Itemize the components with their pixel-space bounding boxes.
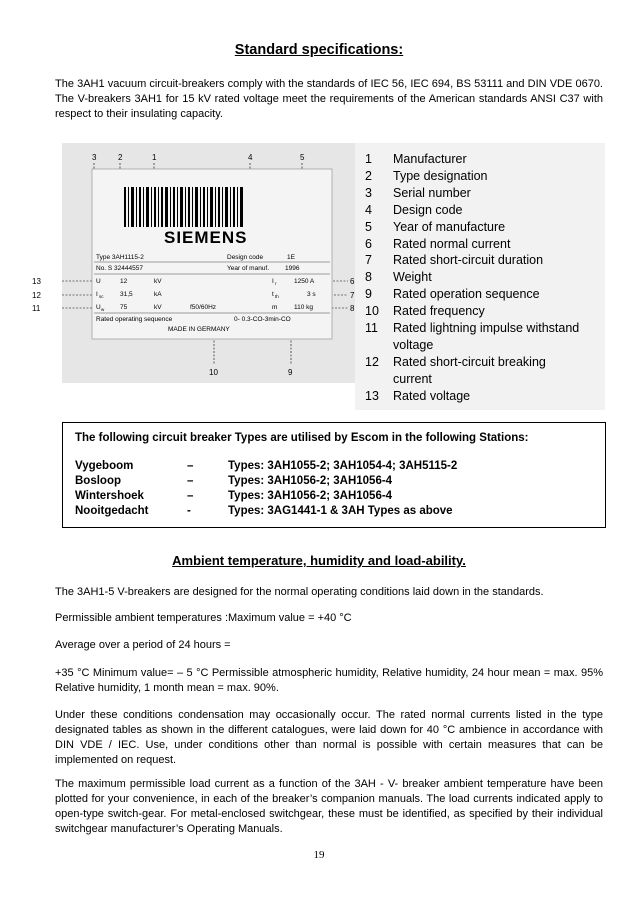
tth-sub: th [275,294,279,299]
station-dash: – [187,460,194,472]
station-name: Bosloop [75,475,121,487]
legend-number: 3 [365,185,372,200]
callout-10: 10 [209,368,218,377]
legend-text: Rated voltage [393,388,471,403]
legend-number: 10 [365,304,379,319]
callout-3: 3 [92,153,97,162]
ir-value: 1250 A [294,278,315,285]
legend-number: 7 [365,253,372,268]
u-value: 12 [120,278,128,285]
station-types: Types: 3AG1441-1 & 3AH Types as above [228,505,453,517]
callout-6: 6 [350,277,355,286]
station-name: Nooitgedacht [75,505,149,517]
paragraph-humidity: +35 °C Minimum value= – 5 °C Permissible atmospheric humidity, Relative humidity, 24 hour mean = max. 95% Relative humidity, 1 month mean = max. 90%. [55,667,603,694]
stations-box [62,422,606,528]
legend-text: Manufacturer [393,152,467,166]
legend-text: Serial number [393,185,471,200]
paragraph-max-temp: Permissible ambient temperatures :Maximum value = +40 °C [55,612,352,624]
uw-sub: w [101,307,105,312]
nameplate-figure [62,143,360,383]
stations-heading: The following circuit breaker Types are utilised by Escom in the following Stations: [75,432,529,444]
mass-value: 110 kg [294,304,314,311]
legend-text: Rated operation sequence [393,287,540,302]
legend-text: Type designation [393,168,488,183]
station-types: Types: 3AH1056-2; 3AH1056-4 [228,490,393,502]
nameplate-svg [62,143,360,383]
uw-unit: kV [154,304,162,311]
legend-number: 8 [365,270,372,285]
isc-symbol: I [96,291,98,298]
u-symbol: U [96,278,101,285]
mass-symbol: m [272,304,278,311]
tth-value: 3 s [307,291,316,298]
legend-text: Rated normal current [393,236,511,251]
legend-text: Year of manufacture [393,219,506,234]
legend-text: Rated lightning impulse withstand [393,321,580,335]
legend-number: 13 [365,388,379,403]
section-title-ambient: Ambient temperature, humidity and load-ability. [172,553,466,568]
uw-symbol: U [96,304,101,311]
year-label: Year of manuf. [227,265,270,272]
made-in: MADE IN GERMANY [168,326,230,333]
rated-seq-value: 0- 0.3-CO-3min-CO [234,316,291,323]
legend-text: Rated short-circuit breaking [393,354,546,369]
callout-4: 4 [248,153,253,162]
tth-symbol: t [272,291,274,298]
legend-text: Rated short-circuit duration [393,253,544,268]
legend-number: 5 [365,219,372,234]
paragraph-average: Average over a period of 24 hours = [55,639,231,651]
serial-label: No. S 32444557 [96,265,143,272]
design-code-value: 1E [287,254,295,261]
callout-5: 5 [300,153,305,162]
callout-13-outer: 13 [32,277,41,286]
station-types: Types: 3AH1055-2; 3AH1054-4; 3AH5115-2 [228,460,458,472]
page-number: 19 [313,849,325,861]
callout-7: 7 [350,291,355,300]
legend-text: voltage [393,337,434,352]
isc-value: 31,5 [120,291,133,298]
station-dash: – [187,475,194,487]
frequency-value: f50/60Hz [190,304,217,311]
callout-1: 1 [152,153,157,162]
station-name: Wintershoek [75,490,144,502]
callout-12-outer: 12 [32,291,41,300]
legend-number: 2 [365,168,372,183]
station-dash: - [187,505,191,517]
legend-number: 12 [365,354,379,369]
callout-8: 8 [350,304,355,313]
legend-number: 11 [365,321,378,335]
paragraph-load-current: The maximum permissible load current as a function of the 3AH - V- breaker ambient temperature have been plotted for your convenience, in each of the breaker’s companion manuals. The load currents indicated apply to open-type switch-gear. For metal-enclosed switchgear, these must be identified, as specified by their individual switchgear manufacturer’s Operating Manuals. [55,778,603,835]
legend-text: Rated frequency [393,304,485,319]
legend-text: Weight [393,270,432,285]
station-name: Vygeboom [75,460,134,472]
design-code-label: Design code [227,254,264,261]
ir-sub: r [275,281,277,286]
intro-paragraph: The 3AH1 vacuum circuit-breakers comply with the standards of IEC 56, IEC 694, BS 53111 and DIN VDE 0670. The V-breakers 3AH1 for 15 kV rated voltage meet the requirements of the American standards ANSI C37 with respect to their insulating capacity. [55,78,603,120]
legend-number: 9 [365,287,372,302]
left-callouts [28,270,64,315]
legend-text: Design code [393,202,463,217]
paragraph-design: The 3AH1-5 V-breakers are designed for the normal operating conditions laid down in the standards. [55,586,544,598]
legend-number: 6 [365,236,372,251]
isc-unit: kA [154,291,162,298]
station-types: Types: 3AH1056-2; 3AH1056-4 [228,475,393,487]
year-value: 1996 [285,265,300,272]
legend-number: 4 [365,202,372,217]
isc-sub: sc [99,294,104,299]
nameplate-legend [355,143,605,410]
legend-text: current [393,371,432,386]
station-dash: – [187,490,194,502]
page-title: Standard specifications: [234,42,404,58]
siemens-logo: SIEMENS [164,228,248,247]
type-label: Type 3AH1115-2 [96,254,144,261]
legend-number: 1 [365,152,372,166]
paragraph-condensation: Under these conditions condensation may occasionally occur. The rated normal currents listed in the type designated tables as shown in the different catalogues, were laid down for 40 °C ambience in accordance with DIN VDE / IEC. Use, under conditions other than normal is possible with certain measures that can be implemented on request. [55,709,603,766]
u-unit: kV [154,278,162,285]
uw-value: 75 [120,304,128,311]
ir-symbol: I [272,278,274,285]
rated-seq-label: Rated operating sequence [96,316,173,323]
callout-2: 2 [118,153,123,162]
callout-9: 9 [288,368,293,377]
callout-11-outer: 11 [32,304,41,313]
